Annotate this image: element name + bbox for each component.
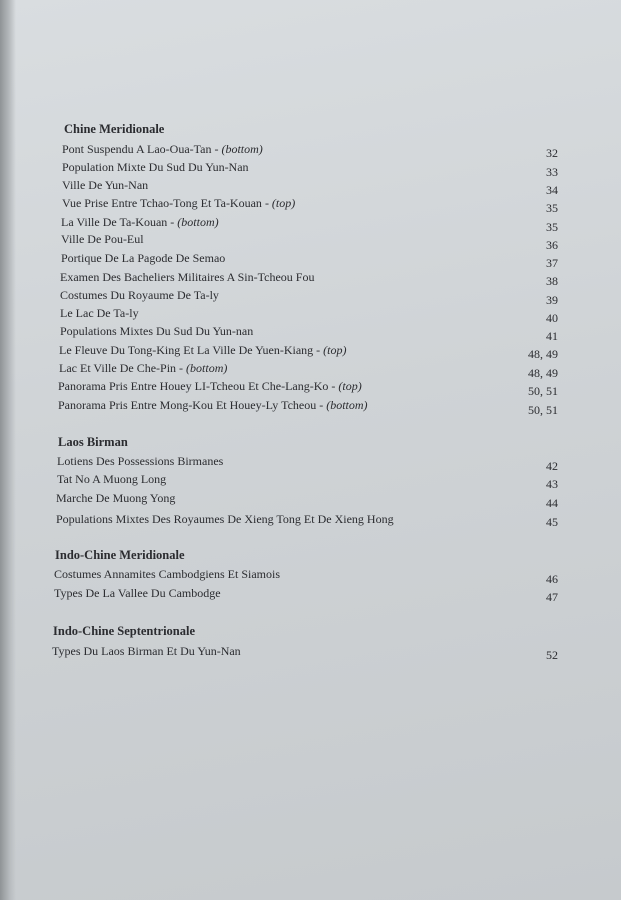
entry-title: Populations Mixtes Des Royaumes De Xieng Tong Et De Xieng Hong xyxy=(56,512,394,526)
page-number: 38 xyxy=(546,274,558,288)
entry-title: Types Du Laos Birman Et Du Yun-Nan xyxy=(52,644,241,658)
page-number: 50, 51 xyxy=(528,384,558,398)
page-number: 50, 51 xyxy=(528,403,558,417)
entry-title: Panorama Pris Entre Houey LI-Tcheou Et Che-Lang-Ko xyxy=(58,379,329,393)
contents-entry xyxy=(60,307,139,319)
contents-entry xyxy=(58,399,368,411)
entry-title: Portique De La Pagode De Semao xyxy=(61,251,226,265)
page-number: 41 xyxy=(546,329,558,343)
entry-title: Examen Des Bacheliers Militaires A Sin-Tcheou Fou xyxy=(60,270,315,284)
entry-title: Le Fleuve Du Tong-King Et La Ville De Yuen-Kiang xyxy=(59,343,314,357)
entry-title: Panorama Pris Entre Mong-Kou Et Houey-Ly Tcheou xyxy=(58,398,317,412)
contents-entry xyxy=(59,362,227,374)
contents-entry xyxy=(58,380,362,392)
entry-title: Lac Et Ville De Che-Pin xyxy=(59,361,177,375)
page-number: 35 xyxy=(546,201,558,215)
entry-title: Populations Mixtes Du Sud Du Yun-nan xyxy=(60,324,254,338)
contents-entry xyxy=(57,455,223,467)
entry-position-note: - (top) xyxy=(328,379,362,393)
section-title: Indo-Chine Septentrionale xyxy=(53,624,196,638)
entry-title: Population Mixte Du Sud Du Yun-Nan xyxy=(62,160,249,174)
contents-entry xyxy=(61,233,144,245)
contents-entry xyxy=(62,143,263,155)
contents-entry xyxy=(52,645,241,657)
page-number: 52 xyxy=(546,648,558,662)
page-number: 36 xyxy=(546,238,558,252)
entry-title: Lotiens Des Possessions Birmanes xyxy=(57,454,224,468)
contents-entry xyxy=(61,216,219,228)
entry-position-note: - (bottom) xyxy=(176,361,228,375)
entry-title: Costumes Du Royaume De Ta-ly xyxy=(60,288,219,302)
entry-position-note: - (bottom) xyxy=(167,215,219,229)
contents-entry xyxy=(62,161,249,173)
contents-entry xyxy=(62,179,148,191)
entry-title: Types De La Vallee Du Cambodge xyxy=(54,586,221,600)
entry-title: La Ville De Ta-Kouan xyxy=(61,215,168,229)
contents-entry xyxy=(60,271,314,283)
entry-position-note: - (bottom) xyxy=(316,398,368,412)
entry-title: Ville De Pou-Eul xyxy=(61,232,144,246)
section-title: Indo-Chine Meridionale xyxy=(55,548,185,562)
entry-position-note: - (top) xyxy=(261,196,296,210)
section-title: Chine Meridionale xyxy=(64,122,165,136)
page-number: 42 xyxy=(546,459,558,473)
entry-title: Pont Suspendu A Lao-Oua-Tan xyxy=(62,142,212,156)
contents-entry xyxy=(62,197,295,209)
page-number: 48, 49 xyxy=(528,347,558,361)
entry-position-note: - (top) xyxy=(313,343,347,357)
page-number: 35 xyxy=(546,220,558,234)
contents-entry xyxy=(54,568,280,580)
entry-title: Le Lac De Ta-ly xyxy=(60,306,139,320)
contents-entry xyxy=(60,289,219,301)
page-number: 37 xyxy=(546,256,558,270)
entry-title: Costumes Annamites Cambodgiens Et Siamois xyxy=(54,567,280,581)
page-number: 44 xyxy=(546,496,558,510)
page-number: 33 xyxy=(546,165,558,179)
page-number: 47 xyxy=(546,590,558,604)
page-number: 45 xyxy=(546,515,558,529)
entry-title: Ville De Yun-Nan xyxy=(62,178,149,192)
page-number: 32 xyxy=(546,146,558,160)
page-number: 40 xyxy=(546,311,558,325)
contents-entry xyxy=(59,344,347,356)
contents-entry xyxy=(57,473,166,485)
contents-entry xyxy=(56,492,175,504)
page-number: 34 xyxy=(546,183,558,197)
page-number: 48, 49 xyxy=(528,366,558,380)
contents-entry xyxy=(61,252,225,264)
contents-entry xyxy=(60,325,253,337)
contents-entry xyxy=(56,513,394,525)
page-number: 39 xyxy=(546,293,558,307)
section-title: Laos Birman xyxy=(58,435,128,449)
entry-title: Vue Prise Entre Tchao-Tong Et Ta-Kouan xyxy=(62,196,262,210)
contents-entry xyxy=(54,587,221,599)
entry-title: Marche De Muong Yong xyxy=(56,491,176,505)
page-number: 43 xyxy=(546,477,558,491)
page-number: 46 xyxy=(546,572,558,586)
entry-position-note: - (bottom) xyxy=(211,142,263,156)
entry-title: Tat No A Muong Long xyxy=(57,472,167,486)
